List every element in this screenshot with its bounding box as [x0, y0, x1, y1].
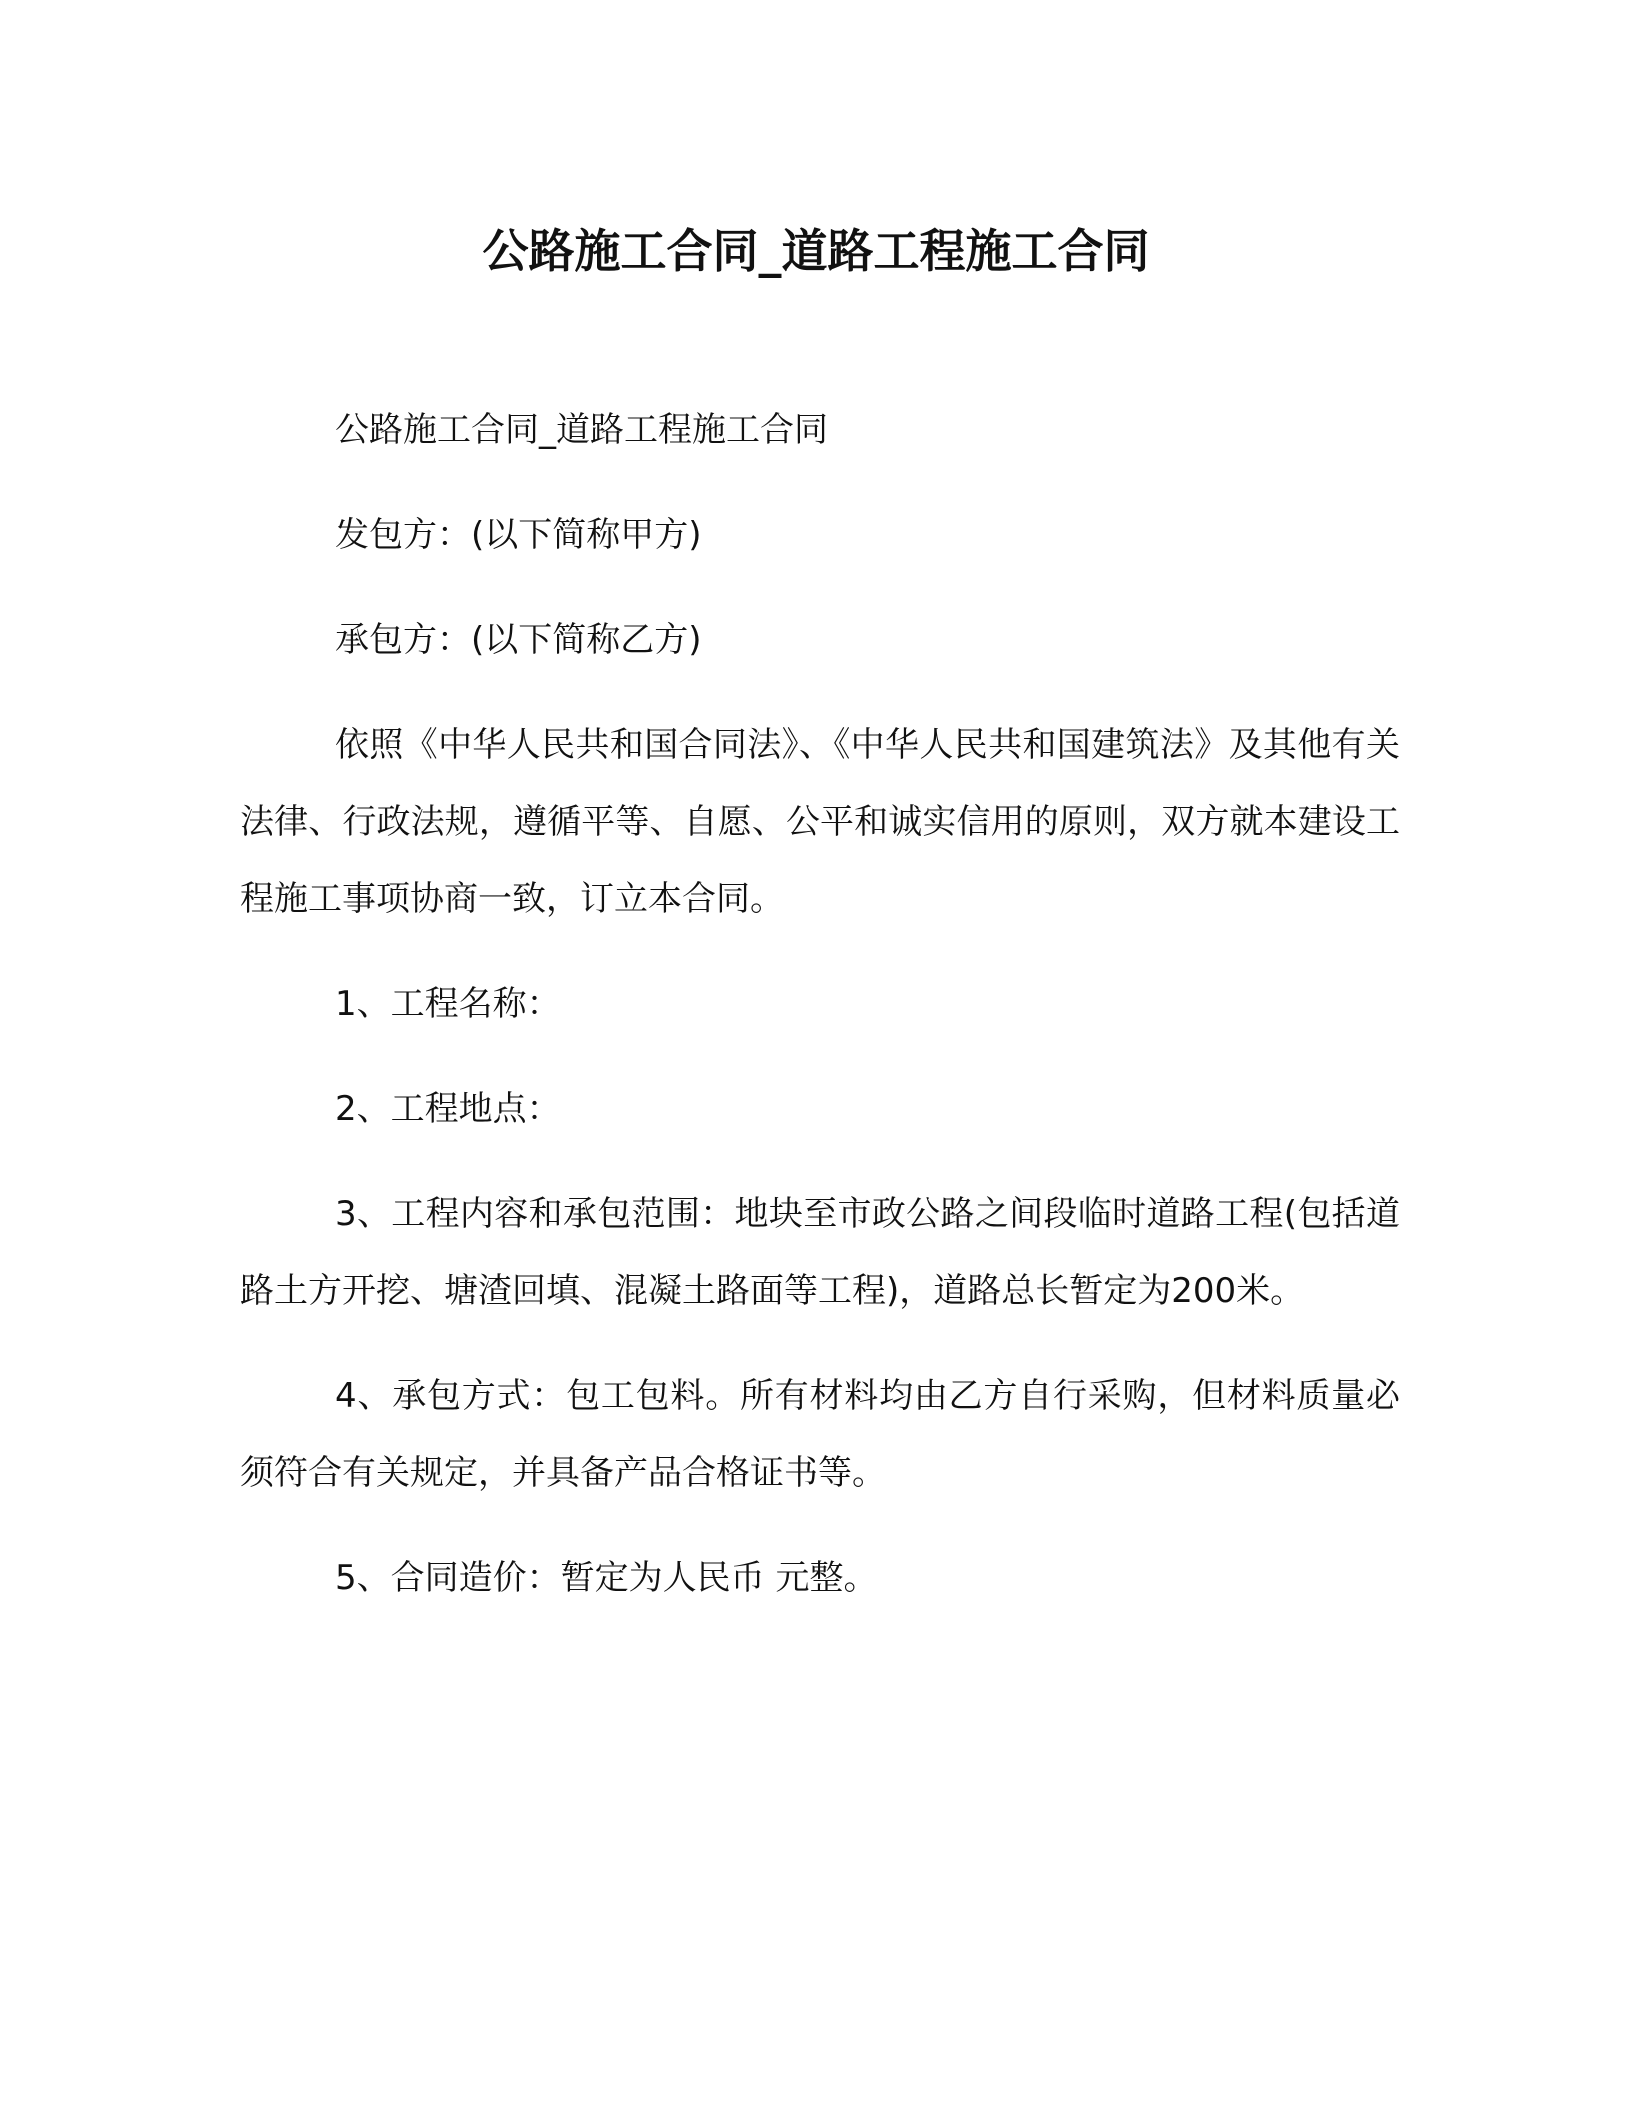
document-title: 公路施工合同_道路工程施工合同 [482, 224, 1150, 278]
paragraph-subtitle: 公路施工合同_道路工程施工合同 [335, 410, 828, 450]
paragraph-contractor: 承包方：(以下简称乙方) [335, 620, 702, 660]
paragraph-project-location: 2、工程地点： [335, 1089, 561, 1129]
paragraph-project-scope: 3、工程内容和承包范围：地块至市政公路之间段临时道路工程(包括道路土方开挖、塘渣回填、混凝土路面等工程)，道路总长暂定为200米。 [240, 1194, 1400, 1311]
paragraph-legal-basis: 依照《中华人民共和国合同法》、《中华人民共和国建筑法》及其他有关法律、行政法规，遵循平等、自愿、公平和诚实信用的原则，双方就本建设工程施工事项协商一致，订立本合同。 [240, 725, 1400, 919]
document-body [240, 392, 1400, 1645]
paragraph-contract-price: 5、合同造价：暂定为人民币 元整。 [335, 1558, 878, 1598]
paragraph-contract-method: 4、承包方式：包工包料。所有材料均由乙方自行采购，但材料质量必须符合有关规定，并具备产品合格证书等。 [240, 1376, 1400, 1493]
paragraph-project-name: 1、工程名称： [335, 984, 561, 1024]
paragraph-employer: 发包方：(以下简称甲方) [335, 515, 702, 555]
